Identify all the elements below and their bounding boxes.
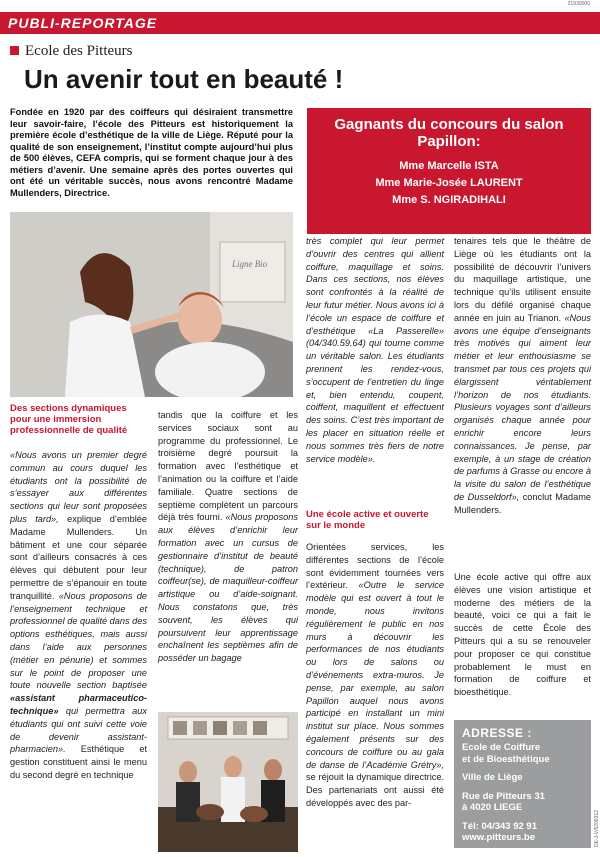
address-title: ADRESSE : [462,726,532,740]
side-code: DE-J-V/5208312 [594,810,600,847]
winner-name: Mme Marie-Josée LAURENT [375,177,523,189]
winners-title: Gagnants du concours du salon Papillon: [334,116,564,150]
address-phone: Tél: 04/343 92 91 [462,820,537,832]
article-title: Un avenir tout en beauté ! [24,64,344,94]
quote-text: «Outre le service modèle qui est ouvert à tout le monde, nous invitons régulièrement le public en nos murs à découvrir les performances de nos étudiants ou lors de salons ou d’événements extra-muros. Je pense, par exemple, au salon Papillon auquel nous avons participé en installant un mini institut sur place. Nous sommes également présents sur des concours de coiffure ou au gala de danse de l’Académie Grétry», [306,580,444,770]
body-text: Esthétique et gestion constituent ainsi le menu du second degré en technique [10,744,147,780]
quote-text: très complet qui leur permet d’ouvrir des centres qui allient coiffure, maquillage et soins. Dans ces sections, nos élèves sont confrontés à la réalité de leur futur métier. Nous avons ici à l’école un espace de coiffure et d’esthétique «La Passerelle» (04/340.59.64) qui tourne comme un véritable salon. Les étudiants prennent les rendez-vous, s’occupent de l’entretien du linge et, bien entendu, coupent, coiffent, maquillent et effectuent des soins. C’est très important de les placer en situation réelle et nous sommes très fiers de notre service modèle». [306,236,444,464]
quote-text: «Nous avons un premier degré commun au cours duquel les étudiants ont la possibilité de s’essayer aux différentes sections qui leur sont proposées plus tard», [10,450,147,524]
body-text: Une école active qui offre aux élèves une vision artistique et moderne des métiers de la beauté, voici ce qui a fait le succès de cette École des Pitteurs qui a su se renouveler pour proposer ce qui constitue probablement le must en formation de coiffure et bioesthétique. [454,572,591,698]
photo-sign: Ligne Bio [232,259,268,269]
body-text: se réjouit la dynamique directrice. Des partenariats ont aussi été développés avec des par- [306,772,444,808]
address-line: et de Bioesthétique [462,753,550,765]
address-website[interactable]: www.pitteurs.be [462,832,536,843]
quote-text: «Nous proposons aux élèves d’enrichir leur formation avec un cursus de gestionnaire d’institut de beauté (technique), de patron coiffeur(se), de maquilleur-coiffeur artistique ou d’aide-soignant. Nous constatons que, très souvent, les élèves qui poursuivent leur apprentissage enchaînent les septièmes afin de posséder un bagage [158,512,298,664]
body-text: conclut Madame Mullenders. [454,491,591,515]
quote-text: «Nous avons une équipe d’enseignants très motivés qui aiment leur métier et leur enthousiasme se transmet par tous ces projets qui élargissent véritablement l’horizon de nos étudiants. Plusieurs voyages sont d’ailleurs organisés chaque année pour enrichir encore leurs connaissances. Je pense, par exemple, à un stage de création de parfums à Grasse ou encore à la visite du salon de l’esthétique de Dusseldorf», [454,312,591,502]
address-line: Ecole de Coiffure [462,742,541,753]
winner-name: Mme Marcelle ISTA [399,160,499,172]
article-column-4b [454,571,591,699]
section-subhead: Une école active et ouverte sur le monde [306,509,429,531]
article-intro: Fondée en 1920 par des coiffeurs qui désiraient transmettre leur savoir-faire, l’école des Pitteurs est historiquement la première école d’esthétique de la ville de Liège. Réputé pour la qualité de son enseignement, l’institut compte aujourd’hui plus de 500 élèves, CEFA compris, qui se forment chaque jour à des métiers d’avenir. Une semaine après des portes ouvertes qui ont été un véritable succès, nous avons rencontré Madame Mullenders, Directrice. [10,107,293,198]
address-line: Ville de Liège [462,772,523,783]
section-header-label: PUBLI-REPORTAGE [8,15,158,31]
article-column-2 [158,409,298,665]
article-column-1 [10,449,147,782]
section-header [0,12,600,34]
body-text: tenaires tels que le théâtre de Liège où les étudiants ont la possibilité de découvrir l’univers du maquillage artistique, une technique qu’ils utilisent ensuite lors du défilé organisé chaque année en juin au Trianon. [454,236,591,323]
body-text: explique d’emblée Madame Mullenders. Un bâtiment et une cour séparée sont d’ailleurs consacrés à ces élèves qui débutent pour leur permettre de s’épanouir en toute tranquillité. [10,513,147,601]
address-line: Rue de Pitteurs 31 [462,790,545,802]
article-kicker: Ecole des Pitteurs [25,43,133,59]
section-subhead: Des sections dynamiques pour une immersion professionnelle de qualité [10,403,128,436]
address-box [454,720,591,848]
body-text: Orientées services, les différentes sections de l’école sont évidemment tournées vers l’extérieur. [306,542,444,591]
makeup-photo [10,212,293,397]
article-column-4 [454,235,591,517]
page-code: 21930000 [567,1,590,7]
winner-name: Mme S. NGIRADIHALI [392,194,506,206]
article-column-3b [306,541,444,810]
quote-text: «Nous proposons de l’enseignement technique et professionnel de qualité dans des options esthétiques, mais aussi dans l’aide aux personnes (métier en pénurie) et sommes sur le point de proposer une toute nouvelle section baptisée [10,590,148,691]
winners-box [307,108,591,234]
kicker-marker [10,46,19,55]
article-column-3 [306,235,444,465]
body-text: tandis que la coiffure et les services sociaux sont au programme du professionnel. Le troisième degré poursuit la formation avec l’esthétique et l’animation ou la coiffure et l’aide familiale. Quatre sections de septième complètent un parcours déjà très fourni. [158,410,298,523]
highlight-text: «assistant pharmaceutico-technique» [10,693,147,716]
salon-photo [158,712,298,852]
quote-text: qui permettra aux étudiants qui ont suivi cette voie de devenir assistant-pharmacien». [10,705,147,755]
address-line: à 4020 LIEGE [462,802,523,813]
